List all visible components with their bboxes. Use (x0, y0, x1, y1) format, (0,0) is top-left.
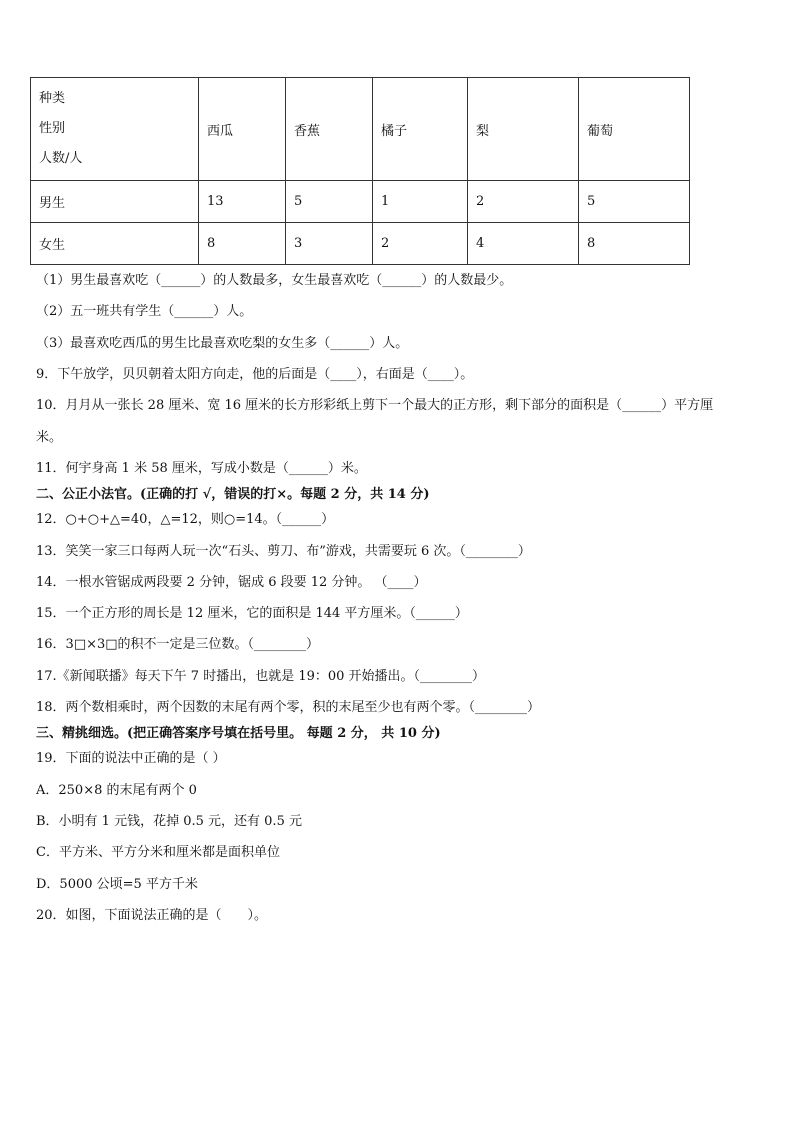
question-17: 17.《新闻联播》每天下午 7 时播出，也就是 19：00 开始播出。（________） (36, 669, 486, 684)
question-8-part-3: （3）最喜欢吃西瓜的男生比最喜欢吃梨的女生多（______）人。 (36, 336, 409, 351)
table-cell: 3 (286, 223, 373, 265)
table-cell: 8 (579, 223, 690, 265)
row-label: 女生 (31, 223, 199, 265)
column-header: 梨 (468, 78, 579, 181)
table-cell: 8 (199, 223, 286, 265)
question-12: 12．○+○+△=40，△=12，则○=14。（______） (36, 512, 335, 527)
question-18: 18．两个数相乘时，两个因数的末尾有两个零，积的末尾至少也有两个零。（________） (36, 700, 541, 715)
question-8-part-1: （1）男生最喜欢吃（______）的人数最多，女生最喜欢吃（______）的人数最少。 (36, 273, 513, 288)
question-14: 14．一根水管锯成两段要 2 分钟，锯成 6 段要 12 分钟。 （____） (36, 575, 427, 590)
header-gender-label: 性别 (39, 121, 66, 136)
option-c: C．平方米、平方分米和厘米都是面积单位 (36, 845, 280, 860)
table-cell: 4 (468, 223, 579, 265)
question-8-part-2: （2）五一班共有学生（______）人。 (36, 304, 253, 319)
option-d: D．5000 公顷=5 平方千米 (36, 877, 198, 892)
question-9: 9．下午放学，贝贝朝着太阳方向走，他的后面是（____），右面是（____）。 (36, 367, 474, 382)
question-13: 13．笑笑一家三口每两人玩一次“石头、剪刀、布”游戏，共需要玩 6 次。（________） (36, 544, 531, 559)
column-header: 香蕉 (286, 78, 373, 181)
question-20: 20．如图，下面说法正确的是（ ）。 (36, 908, 268, 923)
header-category-label: 种类 (39, 91, 66, 106)
table-cell: 5 (579, 181, 690, 223)
table-cell: 2 (468, 181, 579, 223)
question-11: 11．何宇身高 1 米 58 厘米，写成小数是（______）米。 (36, 461, 367, 476)
option-a: A．250×8 的末尾有两个 0 (36, 783, 197, 798)
column-header: 橘子 (373, 78, 468, 181)
option-b: B．小明有 1 元钱，花掉 0.5 元，还有 0.5 元 (36, 814, 302, 829)
table-cell: 1 (373, 181, 468, 223)
question-10-continued: 米。 (36, 430, 63, 445)
favorite-fruit-table (30, 77, 690, 265)
table-header-row (31, 78, 690, 181)
question-15: 15．一个正方形的周长是 12 厘米，它的面积是 144 平方厘米。（______） (36, 606, 468, 621)
section-3-heading: 三、精挑细选。(把正确答案序号填在括号里。 每题 2 分， 共 10 分) (36, 726, 441, 741)
table-cell: 13 (199, 181, 286, 223)
question-10: 10．月月从一张长 28 厘米、宽 16 厘米的长方形彩纸上剪下一个最大的正方形，剩下部分的面积是（______）平方厘 (36, 398, 714, 413)
table-cell: 5 (286, 181, 373, 223)
question-19: 19．下面的说法中正确的是（ ） (36, 751, 226, 766)
column-header: 西瓜 (199, 78, 286, 181)
header-count-label: 人数/人 (39, 151, 83, 166)
table-row (31, 223, 690, 265)
table-cell: 2 (373, 223, 468, 265)
row-label: 男生 (31, 181, 199, 223)
section-2-heading: 二、公正小法官。(正确的打 √，错误的打×。每题 2 分，共 14 分) (36, 487, 430, 502)
question-16: 16．3□×3□的积不一定是三位数。（________） (36, 637, 320, 652)
column-header: 葡萄 (579, 78, 690, 181)
diagonal-header-cell (31, 78, 199, 181)
table-row (31, 181, 690, 223)
